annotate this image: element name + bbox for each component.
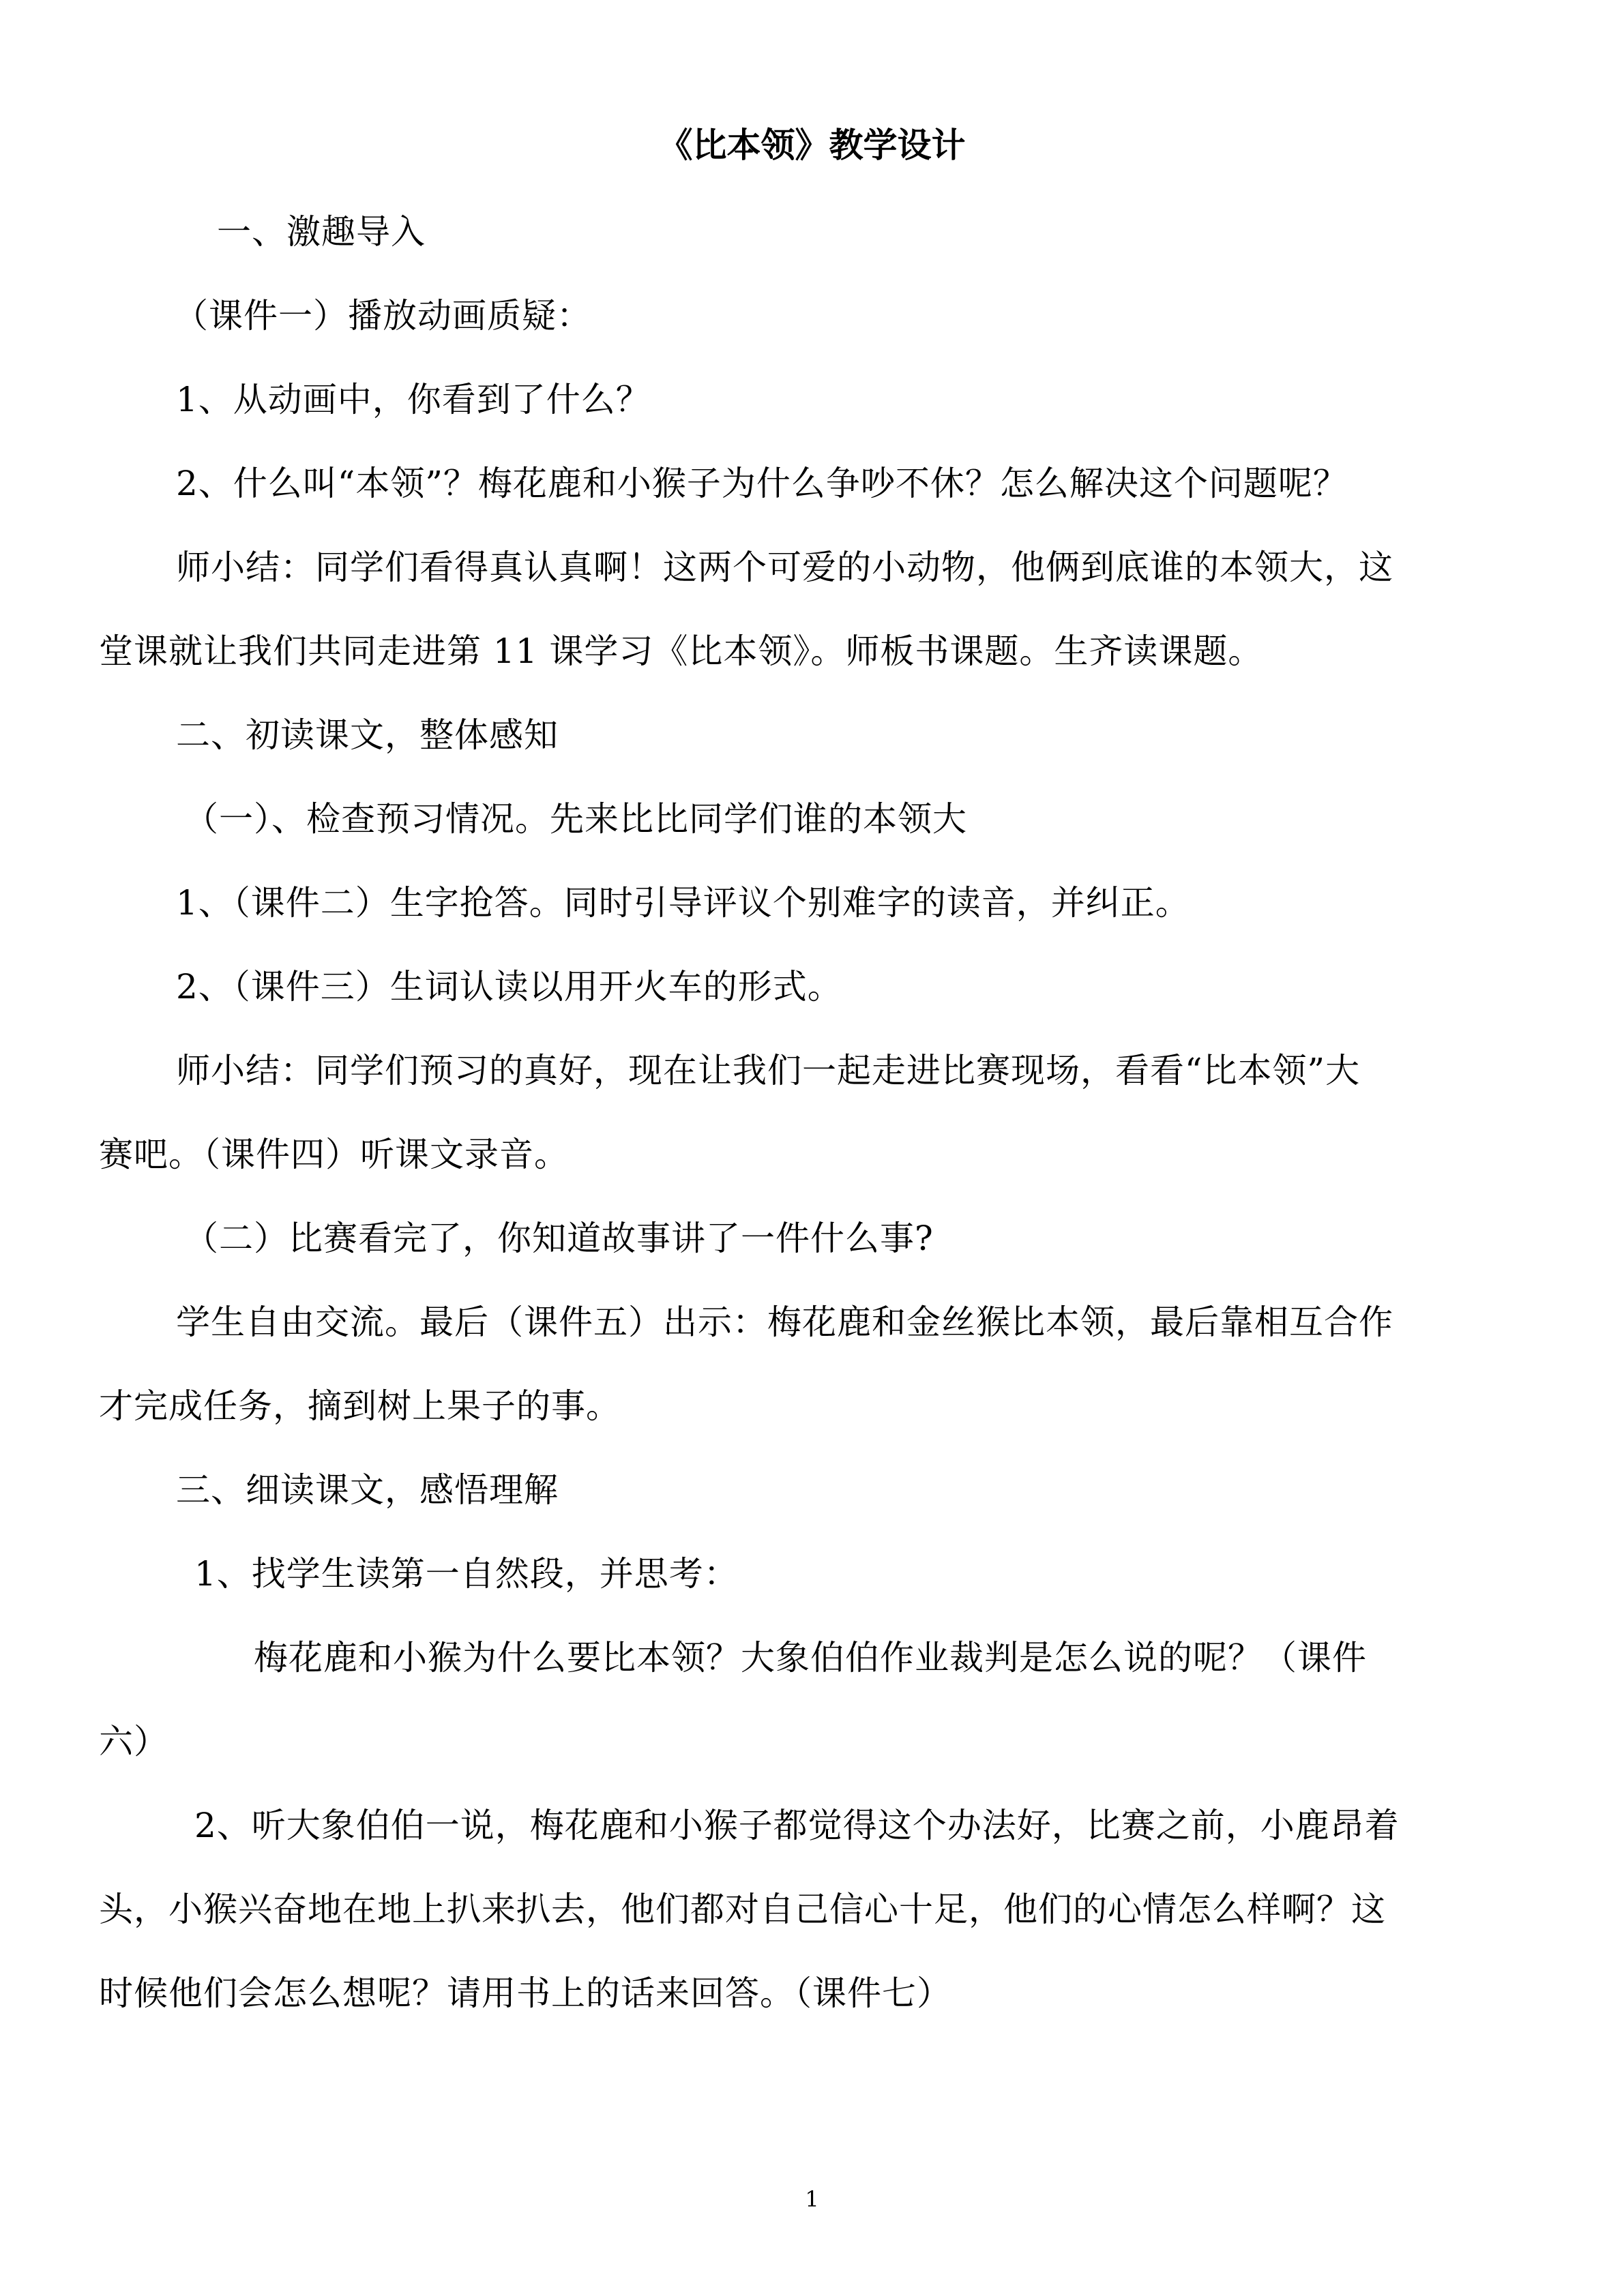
section-heading-3: 三、细读课文，感悟理解: [176, 1470, 559, 1510]
paragraph-line: 学生自由交流。最后（课件五）出示：梅花鹿和金丝猴比本领，最后靠相互合作: [176, 1302, 1393, 1342]
paragraph-line: 堂课就让我们共同走进第 11 课学习《比本领》。师板书课题。生齐读课题。: [99, 631, 1263, 671]
page-number: 1: [805, 2186, 819, 2212]
section-heading-2: 二、初读课文，整体感知: [176, 715, 559, 755]
paragraph-line: 1、找学生读第一自然段，并思考：: [194, 1554, 739, 1594]
paragraph-line: 2、什么叫“本领”？梅花鹿和小猴子为什么争吵不休？怎么解决这个问题呢？: [176, 464, 1348, 503]
paragraph-line: 1、从动画中，你看到了什么？: [176, 380, 651, 419]
paragraph-line: （二）比赛看完了，你知道故事讲了一件什么事?: [184, 1219, 934, 1258]
paragraph-line: 头，小猴兴奋地在地上扒来扒去，他们都对自己信心十足，他们的心情怎么样啊？这: [99, 1890, 1386, 1929]
paragraph-line: 师小结：同学们预习的真好，现在让我们一起走进比赛现场，看看“比本领”大: [176, 1051, 1361, 1090]
section-heading-1: 一、激趣导入: [217, 212, 426, 252]
paragraph-line: 六）: [99, 1722, 168, 1761]
paragraph-line: 时候他们会怎么想呢？请用书上的话来回答。（课件七）: [99, 1973, 951, 2013]
paragraph-line: 赛吧。（课件四）听课文录音。: [99, 1135, 569, 1174]
paragraph-line: 2、听大象伯伯一说，梅花鹿和小猴子都觉得这个办法好，比赛之前，小鹿昂着: [194, 1806, 1400, 1845]
paragraph-line: 才完成任务，摘到树上果子的事。: [99, 1386, 621, 1426]
paragraph-line: 梅花鹿和小猴为什么要比本领？大象伯伯作业裁判是怎么说的呢？（课件: [254, 1638, 1367, 1678]
paragraph-line: （课件一）播放动画质疑：: [174, 296, 591, 336]
paragraph-line: 2、（课件三）生词认读以用开火车的形式。: [176, 967, 842, 1007]
paragraph-line: 1、（课件二）生字抢答。同时引导评议个别难字的读音，并纠正。: [176, 883, 1190, 923]
document-title: 《比本领》教学设计: [658, 125, 966, 165]
paragraph-line: 师小结：同学们看得真认真啊！这两个可爱的小动物，他俩到底谁的本领大，这: [176, 548, 1393, 587]
paragraph-line: （一）、检查预习情况。先来比比同学们谁的本领大: [184, 799, 967, 839]
